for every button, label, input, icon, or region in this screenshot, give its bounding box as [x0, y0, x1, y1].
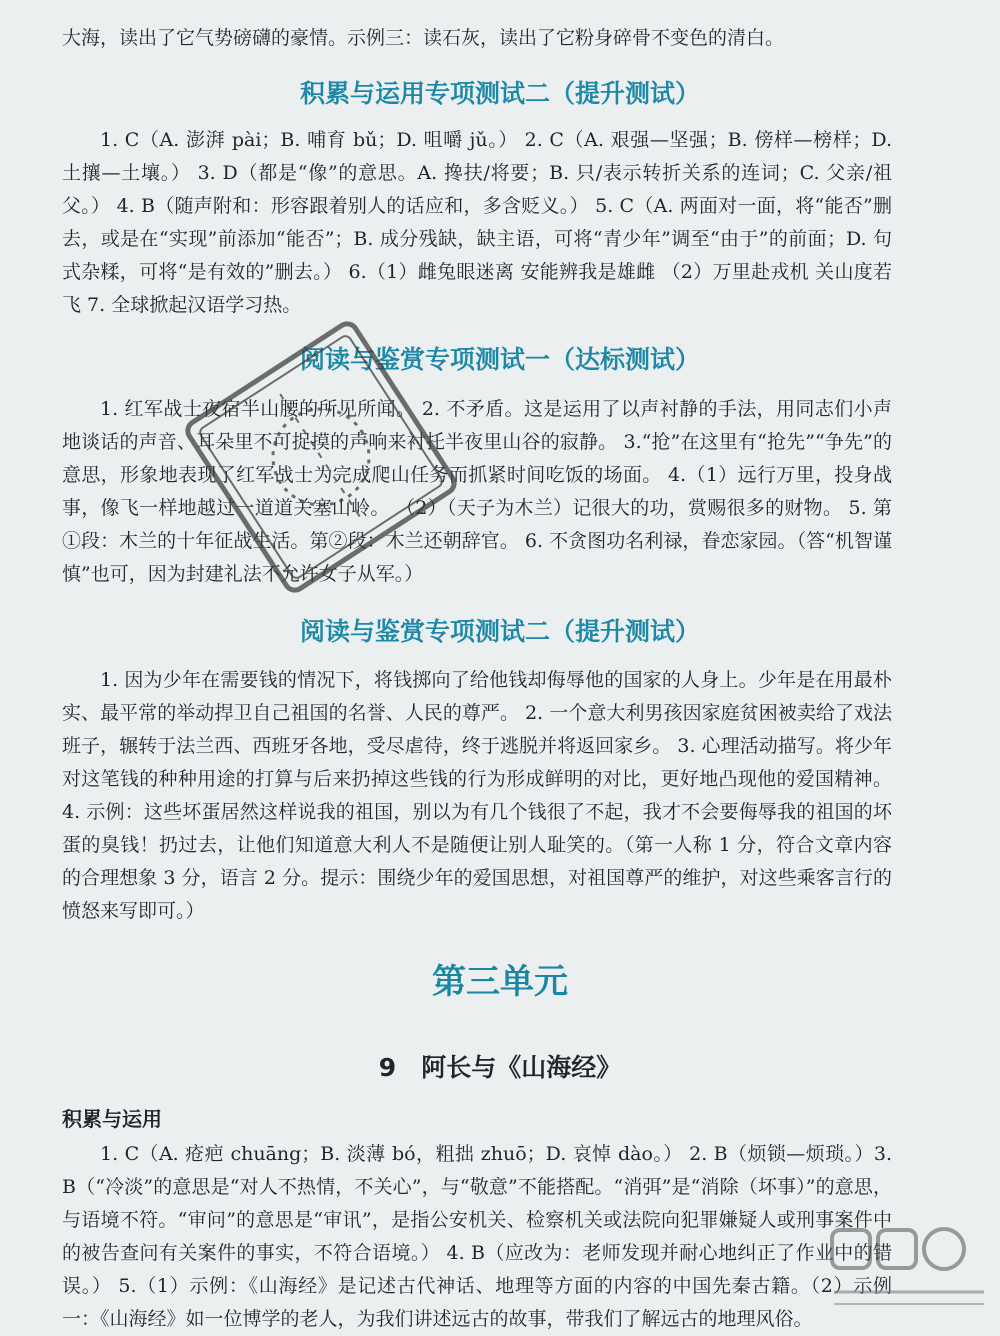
unit-title: 第三单元 — [432, 962, 568, 1002]
section-title-accumulation-test-2: 积累与运用专项测试二（提升测试） — [299, 79, 700, 108]
watermark-logo — [824, 1222, 994, 1322]
section-title-reading-test-2: 阅读与鉴赏专项测试二（提升测试） — [299, 617, 700, 646]
section-body-reading-test-1: 1. 红军战士夜宿半山腰的所见所闻。 2. 不矛盾。这是运用了以声衬静的手法，用同志们小声地谈话的声音、耳朵里不可捉摸的声响来衬托半夜里山谷的寂静。 3.“抢”在这里有“抢先”“争先”的意思，形象地表现了红军战士为完成爬山任务而抓紧时间吃饭的场面。 4.（1）远行万里，投身战事，像飞一样地越过一道道关塞山岭。 （2）（天子为木兰）记很大的功，赏赐很多的财物。 5. 第①段：木兰的十年征战生活。第②段：木兰还朝辞官。 6. 不贪图功名利禄，眷恋家园。（答“机智谨慎”也可，因为封建礼法不允许女子从军。） — [62, 398, 892, 585]
section-body-reading-test-2: 1. 因为少年在需要钱的情况下，将钱掷向了给他钱却侮辱他的国家的人身上。少年是在用最朴实、最平常的举动捍卫自己祖国的名誉、人民的尊严。 2. 一个意大利男孩因家庭贫困被卖给了戏法班子，辗转于法兰西、西班牙各地，受尽虐待，终于逃脱并将返回家乡。 3. 心理活动描写。将少年对这笔钱的种种用途的打算与后来扔掉这些钱的行为形成鲜明的对比，更好地凸现他的爱国精神。 4. 示例：这些坏蛋居然这样说我的祖国，别以为有几个钱很了不起，我才不会要侮辱我的祖国的坏蛋的臭钱！扔过去，让他们知道意大利人不是随便让别人耻笑的。（第一人称 1 分，符合文章内容的合理想象 3 分，语言 2 分。提示：围绕少年的爱国思想，对祖国尊严的维护，对这些乘客言行的愤怒来写即可。） — [62, 669, 892, 922]
section-body-accumulation-test-2: 1. C（A. 澎湃 pài；B. 哺育 bǔ；D. 咀嚼 jǔ。） 2. C（A. 艰强—坚强；B. 傍样—榜样；D. 土攘—土壤。） 3. D（都是“像”的意思。A. 搀扶/将要；B. 只/表示转折关系的连词；C. 父亲/祖父。） 4. B（随声附和：形容跟着别人的话应和，多含贬义。） 5. C（A. 两面对一面，将“能否”删去，或是在“实现”前添加“能否”；B. 成分残缺，缺主语，可将“青少年”调至“由于”的前面；D. 句式杂糅，可将“是有效的”删去。） 6.（1）雌兔眼迷离 安能辨我是雄雌 （2）万里赴戎机 关山度若飞 7. 全球掀起汉语学习热。 — [62, 129, 892, 316]
subsection-title: 积累与运用 — [62, 1107, 162, 1131]
lesson-title: 9 阿长与《山海经》 — [378, 1053, 622, 1082]
section-title-reading-test-1: 阅读与鉴赏专项测试一（达标测试） — [299, 345, 700, 374]
subsection-body: 1. C（A. 疮疤 chuāng；B. 淡薄 bó，粗拙 zhuō；D. 哀悼 dào。） 2. B（烦锁—烦琐。）3. B（“冷淡”的意思是“对人不热情，不关心”，与“敬意”不能搭配。“消弭”是“消除（坏事）”的意思，与语境不符。“审问”的意思是“审讯”，是指公安机关、检察机关或法院向犯罪嫌疑人或刑事案件中的被告查问有关案件的事实，不符合语境。） 4. B（应改为：老师发现并耐心地纠正了作业中的错误。） 5.（1）示例：《山海经》是记述古代神话、地理等方面的内容的中国先秦古籍。（2）示例一：《山海经》如一位博学的老人，为我们讲述远古的故事，带我们了解远古的地理风俗。 — [62, 1143, 892, 1330]
intro-line: 大海，读出了它气势磅礴的豪情。示例三：读石灰，读出了它粉身碎骨不变色的清白。 — [62, 27, 785, 49]
